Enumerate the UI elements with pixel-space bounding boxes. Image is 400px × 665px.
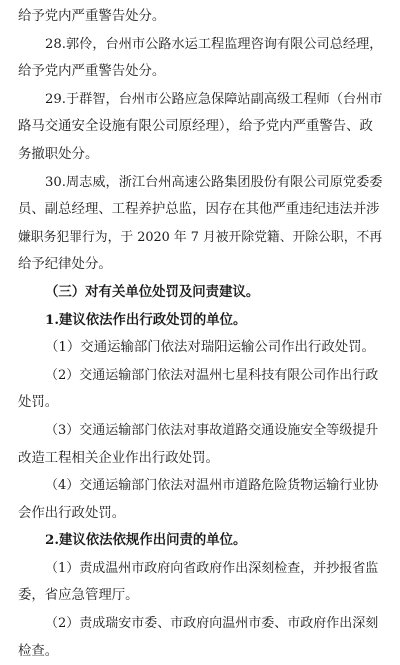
paragraph-line: （2）交通运输部门依法对温州七星科技有限公司作出行政 bbox=[45, 367, 379, 383]
paragraph-line: 29.于群智，台州市公路应急保障站副高级工程师（台州市 bbox=[45, 91, 382, 107]
paragraph-line: 给予党内严重警告处分。 bbox=[18, 64, 166, 80]
paragraph-line: （3）交通运输部门依法对事故道路交通设施安全等级提升 bbox=[45, 422, 379, 438]
paragraph-line: （4）交通运输部门依法对温州市道路危险货物运输行业协 bbox=[45, 478, 379, 494]
document-body bbox=[18, 3, 382, 665]
paragraph-line: （2）责成瑞安市委、市政府向温州市委、市政府作出深刻 bbox=[45, 616, 379, 632]
paragraph-line: 会作出行政处罚。 bbox=[18, 505, 126, 521]
paragraph-line: 改造工程相关企业作出行政处罚。 bbox=[18, 450, 219, 466]
paragraph-line: 给予纪律处分。 bbox=[18, 257, 112, 273]
paragraph-line: 务撤职处分。 bbox=[18, 146, 99, 162]
paragraph-line: 30.周志威，浙江台州高速公路集团股份有限公司原党委委 bbox=[45, 174, 382, 190]
paragraph-line: 28.郭伶，台州市公路水运工程监理咨询有限公司总经理， bbox=[45, 36, 382, 52]
section-heading-line: （三）对有关单位处罚及问责建议。 bbox=[45, 283, 260, 300]
paragraph-line: 员、副总经理、工程养护总监，因存在其他严重违纪违法并涉 bbox=[18, 202, 380, 218]
paragraph-line: 嫌职务犯罪行为，于 2020 年 7 月被开除党籍、开除公职，不再 bbox=[18, 229, 382, 245]
paragraph-line: 路马交通安全设施有限公司原经理），给予党内严重警告、政 bbox=[18, 119, 373, 135]
paragraph-line: 委，省应急管理厅。 bbox=[18, 588, 139, 604]
paragraph-line: （1）交通运输部门依法对瑞阳运输公司作出行政处罚。 bbox=[45, 340, 375, 356]
paragraph-line: 给予党内严重警告处分。 bbox=[18, 9, 166, 24]
section-heading-line: 2.建议依法依规作出问责的单位。 bbox=[45, 532, 247, 549]
section-heading-line: 1.建议依法作出行政处罚的单位。 bbox=[45, 311, 247, 328]
paragraph-line: 检查。 bbox=[18, 643, 59, 659]
paragraph-line: （1）责成温州市政府向省政府作出深刻检查，并抄报省监 bbox=[45, 560, 379, 576]
paragraph-line: 处罚。 bbox=[18, 395, 59, 411]
